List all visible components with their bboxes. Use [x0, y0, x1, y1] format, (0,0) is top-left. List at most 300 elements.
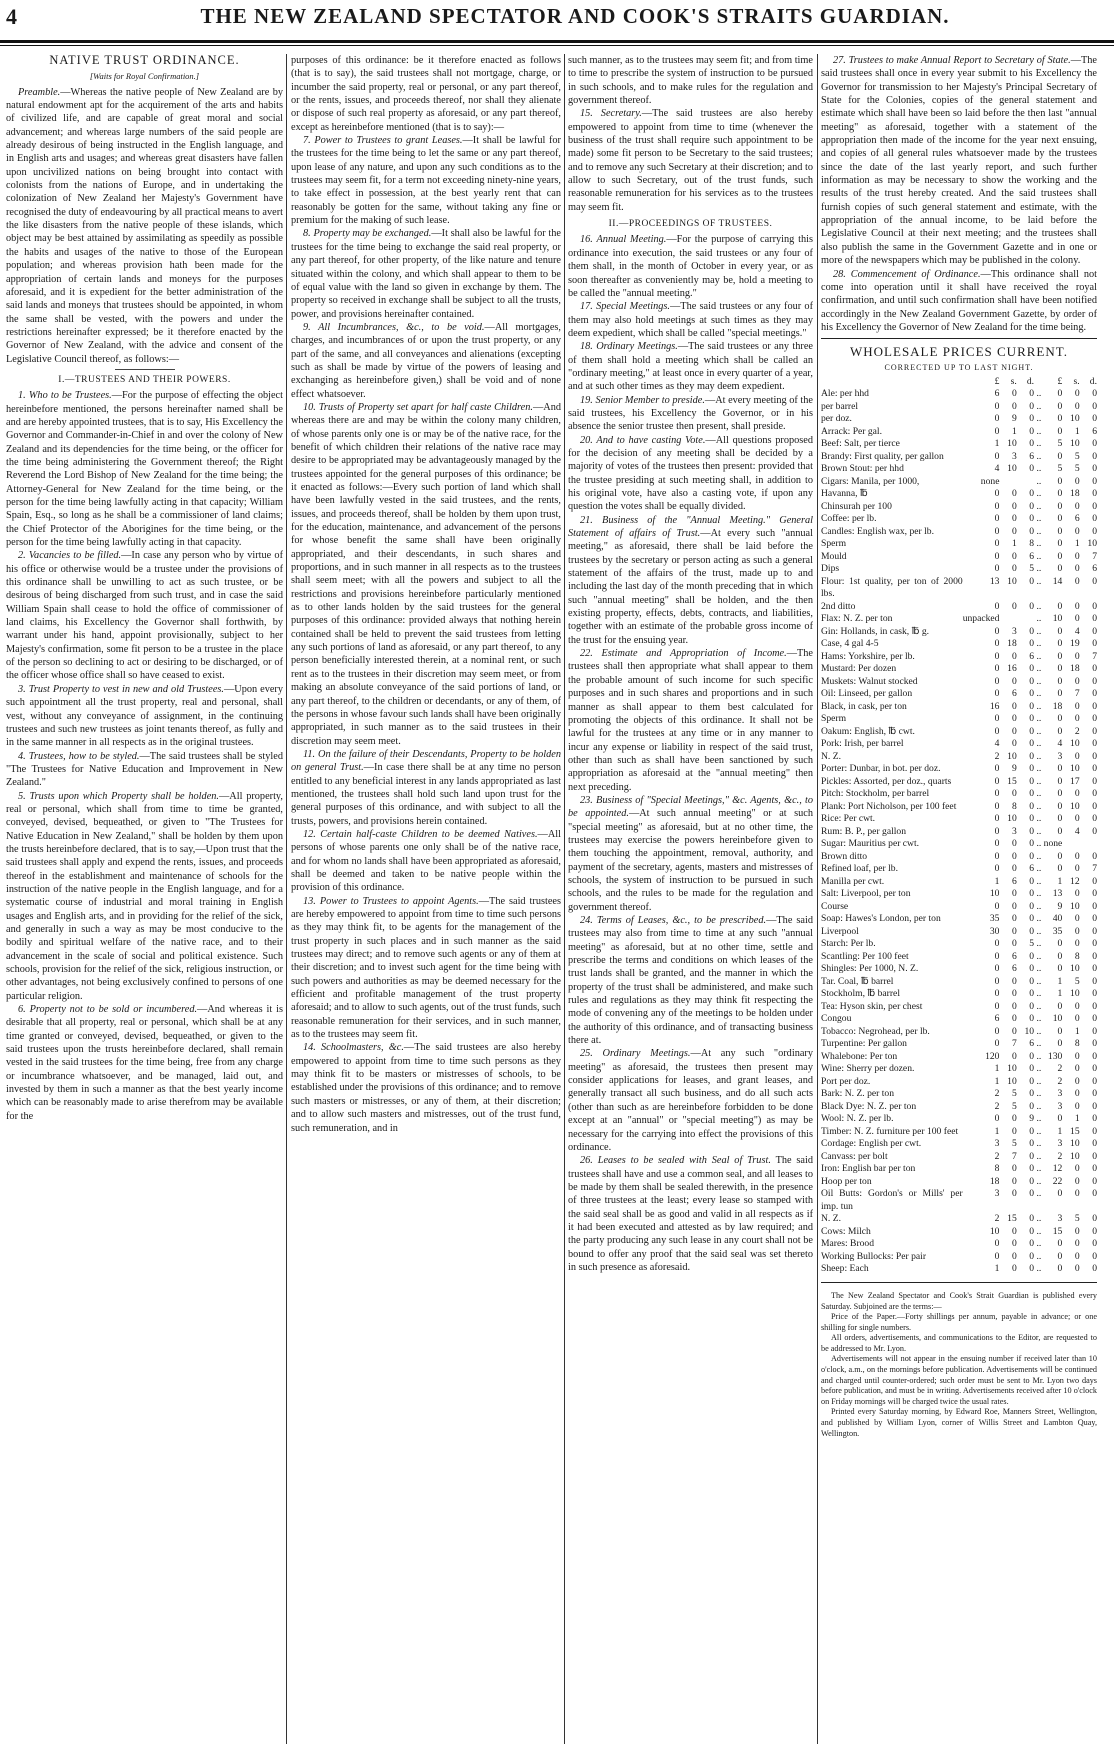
- price-value: 0: [1011, 1225, 1017, 1237]
- price-value: 10: [1007, 575, 1017, 587]
- price-row: Cigars: Manila, per 1000, none .. 0 0 0: [821, 475, 1097, 487]
- price-value: 0: [1092, 1113, 1097, 1125]
- price-value: 3: [1057, 1100, 1063, 1112]
- price-value: 0: [1029, 1000, 1035, 1012]
- price-value: 0: [1029, 950, 1035, 962]
- publication-imprint: Printed every Saturday morning, by Edward Roe, Manners Street, Wellington, and published by William Lyon, corner of Willis Street and Lambton Quay, Wellington.: [821, 1407, 1097, 1438]
- price-value: 0: [1074, 1263, 1080, 1275]
- price-row: Course 0 0 0 .. 9 10 0: [821, 900, 1097, 912]
- clause-2: 2. Vacancies to be filled.—In case any person who by virtue of his office or otherwise would be a trustee under the provisions of this ordinance shall be unwilling to act as such trustee, or be desirous of being discharged from such trust, and in case the said William Spain shall cease to hold the office of commissioner of land claims, his Excellency the Governor shall forthwith, by warrant under his hand, appoint provisionally, subject to her Majesty's confirmation, some fit person to be a trustee in the place of the person so declining to act or desiring to be discharged, or of the officer whose office shall so have ceased to exist.: [6, 550, 283, 682]
- price-value: 10: [1052, 613, 1063, 625]
- price-value: 16: [1007, 663, 1017, 675]
- price-value: 0: [1057, 475, 1063, 487]
- price-value: 4: [994, 738, 1000, 750]
- price-value: 0: [1011, 850, 1017, 862]
- price-value: 0: [994, 713, 1000, 725]
- price-value: 8: [1029, 538, 1035, 550]
- price-value: 0: [1057, 713, 1063, 725]
- price-item: Tobacco: Negrohead, per lb.: [821, 1025, 930, 1037]
- price-value: none: [1043, 838, 1063, 850]
- price-value: 5: [1074, 463, 1080, 475]
- price-value: 1: [1074, 1113, 1080, 1125]
- price-row: Bark: N. Z. per ton 2 5 0 .. 3 0 0: [821, 1088, 1097, 1100]
- price-value: 6: [1029, 550, 1035, 562]
- price-value: 0: [1057, 675, 1063, 687]
- price-value: 2: [1074, 725, 1080, 737]
- price-value: 0: [1092, 613, 1097, 625]
- price-item: Black, in cask, per ton: [821, 700, 907, 712]
- price-value: 0: [1074, 400, 1080, 412]
- price-value: 0: [1057, 638, 1063, 650]
- price-value: 0: [1029, 1225, 1035, 1237]
- price-value: 0: [1092, 400, 1097, 412]
- price-value: 0: [1074, 1188, 1080, 1200]
- price-row: per doz. 0 9 0 .. 0 10 0: [821, 413, 1097, 425]
- price-value: 0: [1092, 438, 1097, 450]
- price-value: 0: [1011, 938, 1017, 950]
- price-value: 0: [1092, 913, 1097, 925]
- price-value: 10: [1007, 438, 1017, 450]
- price-value: 0: [1011, 1175, 1017, 1187]
- price-value: 5: [1011, 1088, 1017, 1100]
- price-value: 0: [1092, 1213, 1097, 1225]
- price-value: 0: [1074, 475, 1080, 487]
- price-value: 0: [1092, 800, 1097, 812]
- price-value: 18: [1070, 663, 1080, 675]
- price-value: 0: [994, 1038, 1000, 1050]
- price-value: 0: [1029, 925, 1035, 937]
- price-value: 0: [1029, 1138, 1035, 1150]
- ordinance-title: NATIVE TRUST ORDINANCE.: [49, 54, 240, 67]
- price-value: 3: [1057, 750, 1063, 762]
- price-value: 0: [1029, 513, 1035, 525]
- price-value: 0: [1092, 413, 1097, 425]
- price-row: Wool: N. Z. per lb. 0 0 9 .. 0 1 0: [821, 1113, 1097, 1125]
- price-value: [1017, 476, 1034, 489]
- price-value: 12: [1070, 875, 1080, 887]
- price-item: Timber: N. Z. furniture per 100 feet: [821, 1125, 959, 1137]
- price-item: Wool: N. Z. per lb.: [821, 1113, 894, 1125]
- price-value: 0: [1029, 850, 1035, 862]
- price-item: Brown ditto: [821, 850, 868, 862]
- price-value: 120: [985, 1050, 1000, 1062]
- price-value: 10: [1070, 963, 1080, 975]
- price-value: 13: [1052, 888, 1063, 900]
- price-value: 0: [1029, 1013, 1035, 1025]
- price-value: 0: [1029, 775, 1035, 787]
- price-value: 0: [1074, 600, 1080, 612]
- price-value: 0: [1074, 1225, 1080, 1237]
- price-row: Shingles: Per 1000, N. Z. 0 6 0 .. 0 10 0: [821, 963, 1097, 975]
- price-row: Beef: Salt, per tierce 1 10 0 .. 5 10 0: [821, 438, 1097, 450]
- price-value: 0: [1029, 575, 1035, 587]
- price-item: Oil: Linseed, per gallon: [821, 688, 913, 700]
- column-divider: [286, 54, 287, 1744]
- price-value: 18: [1070, 488, 1080, 500]
- price-value: 0: [1074, 500, 1080, 512]
- price-value: 2: [994, 750, 1000, 762]
- price-row: Soap: Hawes's London, per ton 35 0 0 .. 40 0 0: [821, 913, 1097, 925]
- price-value: 0: [1029, 738, 1035, 750]
- clause-24: 24. Terms of Leases, &c., to be prescribed.—The said trustees may also from time to time at any such "annual meeting" as aforesaid, but at no other time, settle and prescribe the terms and conditions on which leases of the trust lands shall be granted, and the manner in which the property of the trust shall be administered, and make such rules and regulations as they may think fit respecting the mode of convening any of the meetings to be holden under the authority of this ordinance, and of transacting business there at.: [568, 915, 813, 1047]
- price-row: Black Dye: N. Z. per ton 2 5 0 .. 3 0 0: [821, 1100, 1097, 1112]
- price-value: 0: [1074, 1050, 1080, 1062]
- price-row: Tobacco: Negrohead, per lb. 0 0 10 .. 0 1 0: [821, 1025, 1097, 1037]
- price-value: 0: [1092, 575, 1097, 587]
- price-value: 10: [1070, 1150, 1080, 1162]
- price-value: 5: [1074, 450, 1080, 462]
- price-item: Oakum: English, ℔ cwt.: [821, 725, 915, 737]
- price-value: 0: [1074, 813, 1080, 825]
- price-item: Sheep: Each: [821, 1263, 869, 1275]
- price-value: 0: [1074, 650, 1080, 662]
- price-item: Cordage: English per cwt.: [821, 1138, 922, 1150]
- price-value: 1: [994, 1075, 1000, 1087]
- price-value: 0: [1074, 1175, 1080, 1187]
- price-row: Gin: Hollands, in cask, ℔ g. 0 3 0 .. 0 4 0: [821, 625, 1097, 637]
- price-row: Oil Butts: Gordon's or Mills' per imp. tun 3 0 0 .. 0 0 0: [821, 1188, 1097, 1212]
- price-value: 0: [1011, 900, 1017, 912]
- price-value: 0: [994, 600, 1000, 612]
- price-row: Working Bullocks: Per pair 0 0 0 .. 0 0 0: [821, 1250, 1097, 1262]
- clause-14-continued: such manner, as to the trustees may seem fit; and from time to time to prescribe the system of instruction to be pursued in such schools, and to make rules for the regulation and government thereof.: [568, 55, 813, 107]
- price-value: 0: [994, 688, 1000, 700]
- price-value: 0: [1011, 400, 1017, 412]
- price-value: 0: [1092, 1075, 1097, 1087]
- price-row: Candles: English wax, per lb. 0 0 0 .. 0 0 0: [821, 525, 1097, 537]
- price-item: Congou: [821, 1013, 852, 1025]
- price-value: 0: [1011, 1163, 1017, 1175]
- price-row: Havanna, ℔ 0 0 0 .. 0 18 0: [821, 488, 1097, 500]
- price-value: 6: [1011, 963, 1017, 975]
- price-item: Mustard: Per dozen: [821, 663, 897, 675]
- price-item: Whalebone: Per ton: [821, 1050, 898, 1062]
- price-value: 2: [1057, 1150, 1063, 1162]
- price-item: Havanna, ℔: [821, 488, 868, 500]
- price-value: 0: [1092, 1038, 1097, 1050]
- price-value: 0: [1092, 1263, 1097, 1275]
- price-value: 6: [1011, 875, 1017, 887]
- price-value: none: [980, 475, 1000, 487]
- price-value: 0: [1074, 850, 1080, 862]
- price-value: 0: [1092, 1175, 1097, 1187]
- price-value: 0: [1057, 963, 1063, 975]
- price-value: 4: [994, 463, 1000, 475]
- price-row: Cows: Milch 10 0 0 .. 15 0 0: [821, 1225, 1097, 1237]
- clause-1: 1. Who to be Trustees.—For the purpose of effecting the object hereinbefore mentioned, the persons hereinafter named shall be and are hereby appointed trustees, that is to say, His Excellency the Governor and Commander-in-Chief in and over the colony of New Zealand and its dependencies for the time being, or the officer for the time being administering the Government thereof; the Right Reverend the Lord Bishop of New Zealand for the time being; the Attorney-General for New Zealand for the time being, or the person for the time being lawfully acting in that capacity; William Spain, Esq., so long as he shall be a commissioner of land claims; the Chief Protector of the Aborigines for the time being, or the person for the time being lawfully acting in that capacity.: [6, 390, 283, 549]
- price-value: 15: [1070, 1125, 1080, 1137]
- price-row: Liverpool 30 0 0 .. 35 0 0: [821, 925, 1097, 937]
- price-row: Rum: B. P., per gallon 0 3 0 .. 0 4 0: [821, 825, 1097, 837]
- price-value: 0: [994, 975, 1000, 987]
- price-item: Rum: B. P., per gallon: [821, 825, 907, 837]
- price-value: 1: [1057, 975, 1063, 987]
- clause-12: 12. Certain half-caste Children to be deemed Natives.—All persons of whose parents one only shall be of the native race, and for whom no lands shall have been appropriated as aforesaid, shall be deemed and taken to be native people within the provision of this ordinance.: [291, 828, 561, 894]
- price-value: 0: [1029, 388, 1035, 400]
- price-value: 6: [1092, 563, 1097, 575]
- price-value: 0: [1057, 525, 1063, 537]
- price-value: 35: [1052, 925, 1063, 937]
- price-row: Whalebone: Per ton 120 0 0 .. 130 0 0: [821, 1050, 1097, 1062]
- prices-header-row: £ s. d. £ s. d.: [994, 375, 1097, 387]
- price-row: Muskets: Walnut stocked 0 0 0 .. 0 0 0: [821, 675, 1097, 687]
- price-value: 0: [994, 675, 1000, 687]
- page-number: 4: [6, 4, 17, 29]
- price-value: 0: [1092, 1138, 1097, 1150]
- price-item: Case, 4 gal 4-5: [821, 638, 879, 650]
- price-value: 0: [1029, 800, 1035, 812]
- price-value: 0: [994, 1000, 1000, 1012]
- price-value: 0: [1011, 525, 1017, 537]
- price-value: 0: [1057, 950, 1063, 962]
- price-value: 40: [1052, 913, 1063, 925]
- price-value: 0: [1057, 425, 1063, 437]
- price-value: 7: [1011, 1150, 1017, 1162]
- price-item: Gin: Hollands, in cask, ℔ g.: [821, 625, 930, 637]
- clause-25: 25. Ordinary Meetings.—At any such "ordinary meeting" as aforesaid, the trustees then present may consider applications for leases, and grant leases, and generally transact all such business, and do all such acts (other than such as are hereinbefore forbidden to be done except at an "annual" or "special meeting") as may be necessary for the carrying into effect the provisions of this ordinance.: [568, 1048, 813, 1153]
- price-item: Coffee: per lb.: [821, 513, 877, 525]
- price-value: 0: [1092, 1163, 1097, 1175]
- price-value: 7: [1092, 650, 1097, 662]
- price-row: Dips 0 0 5 .. 0 0 6: [821, 563, 1097, 575]
- price-value: 6: [1074, 513, 1080, 525]
- price-row: Stockholm, ℔ barrel 0 0 0 .. 1 10 0: [821, 988, 1097, 1000]
- price-item: Black Dye: N. Z. per ton: [821, 1100, 917, 1112]
- price-row: Manilla per cwt. 1 6 0 .. 1 12 0: [821, 875, 1097, 887]
- price-value: 2: [1057, 1063, 1063, 1075]
- price-value: 0: [1074, 1063, 1080, 1075]
- price-value: 10: [989, 888, 1000, 900]
- price-value: 6: [1092, 425, 1097, 437]
- price-value: 0: [1029, 463, 1035, 475]
- price-value: 0: [1092, 725, 1097, 737]
- price-value: 0: [1092, 500, 1097, 512]
- clause-27: 27. Trustees to make Annual Report to Secretary of State.—The said trustees shall once in every year submit to his Excellency the Governor for transmission to her Majesty's Principal Secretary of State for the Colonies, copies of the general statement and estimate which shall have been so laid before the then last "annual meeting" as aforesaid, together with a statement of the appropriation then made of the income for the year next ensuing, and copies of all general rules whatsoever made by the trustees since the date of the last yearly report, and such further information as may be necessary to show the working and the results of the trust hereby created. And the said trustees shall furnish copies of such general statement and estimate, with the appropriation of the annual income, to be laid before the Legislative Council at their next meeting; and the trustees shall also publish the same in the Government Gazette and in one or more of the newspapers which may be published in the colony.: [821, 55, 1097, 267]
- clause-28: 28. Commencement of Ordinance.—This ordinance shall not come into operation until it shall have received the royal confirmation, and until such confirmation shall have been notified accordingly in the New Zealand Government Gazette, by order of his Excellency the Governor of New Zealand for the time being.: [821, 268, 1097, 333]
- price-value: 0: [1074, 613, 1080, 625]
- price-value: 0: [1074, 700, 1080, 712]
- price-row: Pork: Irish, per barrel 4 0 0 .. 4 10 0: [821, 738, 1097, 750]
- price-value: 0: [1092, 1125, 1097, 1137]
- price-value: 0: [1092, 1000, 1097, 1012]
- price-value: 0: [1011, 1000, 1017, 1012]
- price-value: 0: [994, 513, 1000, 525]
- clause-18: 18. Ordinary Meetings.—The said trustees or any three of them shall hold a meeting which shall be called an "ordinary meeting," at least once in every quarter of a year, and at such other times as they may deem expedient.: [568, 341, 813, 393]
- price-value: 19: [1070, 638, 1080, 650]
- clause-5: 5. Trusts upon which Property shall be holden.—All property, real or personal, which shall from time to time be granted, conveyed, devised, bequeathed, or given to "The Trustees for Native Education in New Zealand," shall be holden by them upon the trusts hereinbefore declared, that is to say,—Upon trust that the said trustees shall apply and expend the rents, issues, and proceeds thereof in the establishment and maintenance of schools for the instruction of the native people in the English language, and for a systematic course of industrial and moral training in English usages and English arts, and in providing for the relief of the sick, and generally in such a way as may be most conducive to the bodily and spiritual welfare of the native race, and to their advancement in the scale of social and political existence. Such schools, provision for the relief of the sick, religious instruction, or other advantages, not being exclusively confined to persons of one particular religion.: [6, 790, 283, 1002]
- price-value: 8: [1011, 800, 1017, 812]
- price-value: 0: [1029, 1188, 1035, 1200]
- price-row: Arrack: Per gal. 0 1 0 .. 0 1 6: [821, 425, 1097, 437]
- price-value: 0: [1011, 975, 1017, 987]
- price-value: 0: [1011, 1125, 1017, 1137]
- price-item: Shingles: Per 1000, N. Z.: [821, 963, 919, 975]
- column-4: [821, 54, 1097, 1744]
- price-value: 0: [994, 988, 1000, 1000]
- price-value: 0: [1057, 1263, 1063, 1275]
- price-value: 0: [1092, 1250, 1097, 1262]
- price-value: 30: [989, 925, 1000, 937]
- price-value: 0: [994, 850, 1000, 862]
- price-value: 8: [1074, 1038, 1080, 1050]
- price-value: 0: [1092, 775, 1097, 787]
- price-value: 6: [994, 388, 1000, 400]
- price-row: Sheep: Each 1 0 0 .. 0 0 0: [821, 1263, 1097, 1275]
- price-row: Sugar: Mauritius per cwt. 0 0 0 .. none: [821, 838, 1097, 851]
- price-item: Chinsurah per 100: [821, 500, 892, 512]
- price-value: 0: [994, 625, 1000, 637]
- price-row: Iron: English bar per ton 8 0 0 .. 12 0 0: [821, 1163, 1097, 1175]
- price-value: 0: [994, 863, 1000, 875]
- price-row: N. Z. 2 15 0 .. 3 5 0: [821, 1213, 1097, 1225]
- price-value: 2: [994, 1088, 1000, 1100]
- price-value: 0: [1074, 1013, 1080, 1025]
- price-value: 0: [1029, 1088, 1035, 1100]
- price-value: 10: [1007, 463, 1017, 475]
- price-row: Ale: per hhd 6 0 0 .. 0 0 0: [821, 388, 1097, 400]
- price-value: 0: [1029, 1075, 1035, 1087]
- price-value: 1: [994, 875, 1000, 887]
- price-row: Black, in cask, per ton 16 0 0 .. 18 0 0: [821, 700, 1097, 712]
- price-value: 0: [1029, 500, 1035, 512]
- price-row: N. Z. 2 10 0 .. 3 0 0: [821, 750, 1097, 762]
- price-item: Candles: English wax, per lb.: [821, 525, 934, 537]
- price-row: Coffee: per lb. 0 0 0 .. 0 6 0: [821, 513, 1097, 525]
- price-value: 5: [1057, 438, 1063, 450]
- preamble: Preamble.—Whereas the native people of New Zealand are by natural endowment apt for the acquirement of the arts and habits of civilized life, and are capable of great moral and social advancement; and whereas large numbers of the said people are already desirous of being instructed in the English language, and in English arts and usages; and whereas great disasters have fallen upon uncivilized nations on being brought into contact with colonists from the nations of Europe, and in undertaking the colonization of New Zealand her Majesty's Government have recognised the duty of endeavouring by all practical means to avert the like disasters from the native people of these islands, which object may be best attained by assimilating as speedily as possible the habits and usages of the native to those of the European population; and whereas provision hath been made for the appropriation of certain lands and moneys for the purposes aforesaid, and it is expedient for the better administration of the said lands and moneys that trustees should be appointed, in whom the same shall be vested, with the powers and under the restrictions hereinafter expressed; be it therefore enacted by the Governor of New Zealand, with the advice and consent of the Legislative Council thereof, as follows:—: [6, 86, 283, 365]
- price-value: 0: [1029, 900, 1035, 912]
- price-value: 0: [1057, 725, 1063, 737]
- price-value: 0: [1029, 813, 1035, 825]
- price-value: 0: [1092, 450, 1097, 462]
- price-value: 0: [1029, 763, 1035, 775]
- price-value: 0: [1092, 875, 1097, 887]
- price-value: 0: [1029, 400, 1035, 412]
- clause-26: 26. Leases to be sealed with Seal of Trust. The said trustees shall have and use a common seal, and all leases to be made by them shall be sealed therewith, in the presence of three trustees at the least; every lease so stamped with the said seal shall be as good and valid in all respects as if it had been executed and attested as by law required; and the party producing any such lease in any court shall not be bound to offer any proof that the said seal was set thereto in such presence as aforesaid.: [568, 1155, 813, 1273]
- price-value: 0: [1057, 1250, 1063, 1262]
- clause-3: 3. Trust Property to vest in new and old Trustees.—Upon every such appointment all the trust property, real and personal, shall vest, without any conveyance of assignment, in the continuing trustees and such new trustees as joint tenants thereof, as fully and in the same manner in all respects as in the original trustees.: [6, 683, 283, 749]
- price-row: Starch: Per lb. 0 0 5 .. 0 0 0: [821, 938, 1097, 950]
- price-value: 0: [994, 650, 1000, 662]
- price-item: Salt: Liverpool, per ton: [821, 888, 911, 900]
- price-value: 0: [994, 413, 1000, 425]
- price-value: 5: [1029, 938, 1035, 950]
- price-item: Flour: 1st quality, per ton of 2000 lbs.: [821, 575, 963, 600]
- price-value: 10: [1070, 1138, 1080, 1150]
- price-value: 0: [1074, 750, 1080, 762]
- column-1: [6, 54, 283, 1744]
- price-value: 130: [1047, 1050, 1063, 1062]
- price-item: Flax: N. Z. per ton: [821, 613, 893, 625]
- price-value: 0: [994, 963, 1000, 975]
- price-value: 0: [1092, 1025, 1097, 1037]
- price-value: 0: [1074, 1088, 1080, 1100]
- price-value: 0: [1029, 675, 1035, 687]
- price-value: 9: [1011, 413, 1017, 425]
- price-value: 5: [1011, 1138, 1017, 1150]
- clause-14: 14. Schoolmasters, &c.—The said trustees are also hereby empowered to appoint from time to time such persons as they may think fit to be masters or mistresses of schools, to be established under the provisions of this ordinance; and to remove such masters or mistresses, or any of them, at their discretion; and to allow such masters and mistresses, out of the trust fund, such remuneration, and in: [291, 1042, 561, 1134]
- price-value: 0: [1057, 775, 1063, 787]
- price-value: 1: [1074, 538, 1080, 550]
- price-value: 0: [1029, 600, 1035, 612]
- price-value: 0: [1011, 1263, 1017, 1275]
- price-value: 3: [1011, 450, 1017, 462]
- column-3: [568, 54, 813, 1744]
- publication-terms: The New Zealand Spectator and Cook's Strait Guardian is published every Saturday. Subjoined are the terms:—: [821, 1290, 1097, 1311]
- price-value: 0: [1074, 938, 1080, 950]
- price-value: 10: [1052, 1013, 1063, 1025]
- price-item: Refined loaf, per lb.: [821, 863, 898, 875]
- prices-corrected-note: CORRECTED UP TO LAST NIGHT.: [884, 362, 1034, 372]
- price-item: Plank: Port Nicholson, per 100 feet: [821, 800, 957, 812]
- price-value: 0: [1029, 1063, 1035, 1075]
- price-value: 3: [1011, 825, 1017, 837]
- price-value: 0: [1057, 488, 1063, 500]
- price-row: Case, 4 gal 4-5 0 18 0 .. 0 19 0: [821, 638, 1097, 650]
- price-value: 18: [1007, 638, 1017, 650]
- price-item: Porter: Dunbar, in bot. per doz.: [821, 763, 941, 775]
- price-item: Hoop per ton: [821, 1175, 872, 1187]
- price-value: 1: [1074, 1025, 1080, 1037]
- price-value: 0: [994, 1025, 1000, 1037]
- price-value: 0: [1029, 1100, 1035, 1112]
- price-value: 0: [1057, 1238, 1063, 1250]
- price-value: 0: [1092, 825, 1097, 837]
- price-value: 0: [1057, 563, 1063, 575]
- price-value: 0: [1092, 625, 1097, 637]
- price-item: per barrel: [821, 400, 859, 412]
- price-value: 0: [1092, 388, 1097, 400]
- price-value: 0: [1011, 713, 1017, 725]
- price-value: [1017, 613, 1034, 626]
- price-value: 0: [1029, 700, 1035, 712]
- price-item: Cows: Milch: [821, 1225, 871, 1237]
- price-value: 1: [1057, 875, 1063, 887]
- price-value: 0: [1029, 888, 1035, 900]
- price-item: Hams: Yorkshire, per lb.: [821, 650, 915, 662]
- price-value: 15: [1007, 775, 1017, 787]
- price-value: 6: [994, 1013, 1000, 1025]
- price-row: Brown ditto 0 0 0 .. 0 0 0: [821, 850, 1097, 862]
- price-value: 7: [1074, 688, 1080, 700]
- price-row: Oil: Linseed, per gallon 0 6 0 .. 0 7 0: [821, 688, 1097, 700]
- price-item: Tea: Hyson skin, per chest: [821, 1000, 923, 1012]
- price-item: 2nd ditto: [821, 600, 856, 612]
- section-heading: II.—PROCEEDINGS OF TRUSTEES.: [608, 219, 773, 230]
- price-value: 10: [1087, 538, 1097, 550]
- price-value: 9: [1011, 763, 1017, 775]
- clause-15: 15. Secretary.—The said trustees are also hereby empowered to appoint from time to time (whenever the business of the trust shall require such appointment to be made) some fit person to be Secretary to the said trustees; and to remove any such Secretary at their discretion; and to allow to such Secretary, out of the trust funds, such reasonable remuneration for his services as to the trustees may seem fit.: [568, 108, 813, 213]
- price-value: 0: [994, 800, 1000, 812]
- price-item: per doz.: [821, 413, 852, 425]
- price-row: Mustard: Per dozen 0 16 0 .. 0 18 0: [821, 663, 1097, 675]
- prices-title: WHOLESALE PRICES CURRENT.: [850, 344, 1068, 360]
- price-value: 0: [1057, 500, 1063, 512]
- price-value: 18: [1052, 700, 1063, 712]
- clause-23: 23. Business of "Special Meetings," &c. Agents, &c., to be appointed.—At such annual meeting" or at such "special meeting" as aforesaid, but at no other time, the trustees may exercise the powers hereinbefore given to them touching the appointment, removal, authority, and payment of the secretary, agents, masters and mistresses of schools, the system of instruction to be pursued in such schools, and the rules to be made for the regulation and government thereof.: [568, 794, 813, 913]
- price-value: 0: [994, 638, 1000, 650]
- price-value: 14: [1052, 575, 1063, 587]
- price-value: 0: [1092, 900, 1097, 912]
- price-value: 3: [1057, 1138, 1063, 1150]
- price-value: 0: [1092, 888, 1097, 900]
- masthead: [0, 6, 1114, 50]
- price-value: 6: [1029, 450, 1035, 462]
- price-value: 0: [1074, 1000, 1080, 1012]
- price-value: 0: [1029, 825, 1035, 837]
- price-value: 4: [1074, 825, 1080, 837]
- price-value: 10: [1007, 1075, 1017, 1087]
